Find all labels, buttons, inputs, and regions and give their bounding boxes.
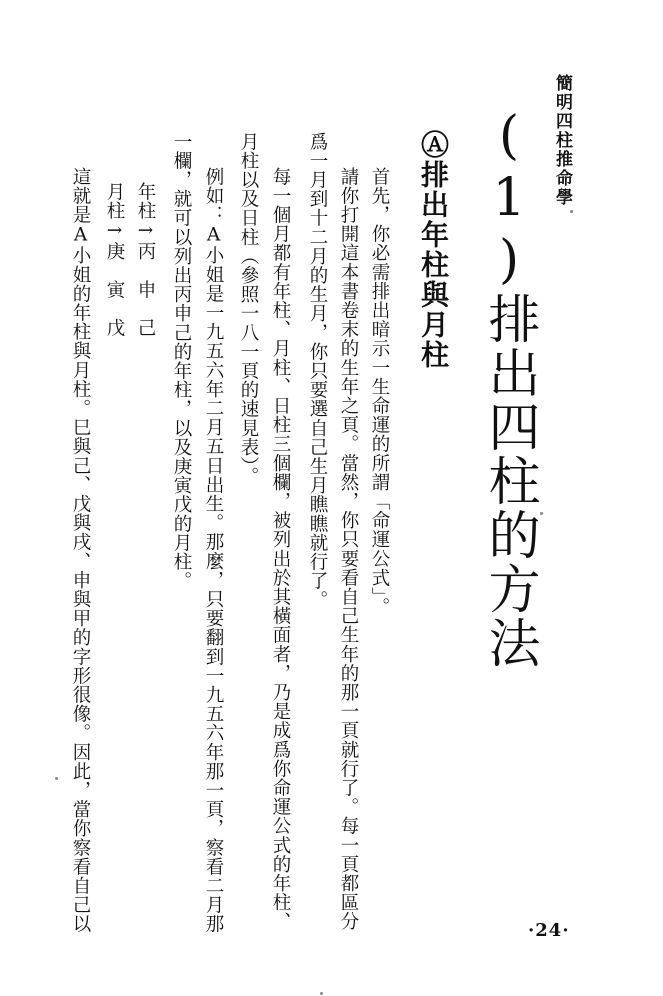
body-line-2: 請你打開這本書卷末的生年之頁。當然，你只要看自己生年的那一頁就行了。每一頁都區分 bbox=[338, 167, 359, 931]
section-title: (1)排出四柱的方法 bbox=[479, 106, 539, 670]
body-line-10: 這就是A小姐的年柱與月柱。巳與己、戊與戌、申與甲的字形很像。因此，當你察看自己以 bbox=[70, 167, 91, 934]
body-line-7: 一欄，就可以列出丙申己的年柱，以及庚寅戊的月柱。 bbox=[171, 132, 192, 591]
body-line-6: 例如：A小姐是一九五六年二月五日出生。那麼，只要翻到一九五六年那一頁，察看二月那 bbox=[203, 167, 224, 934]
speck bbox=[55, 777, 58, 780]
speck bbox=[540, 512, 543, 515]
running-header: 簡明四柱推命學 bbox=[552, 74, 572, 207]
subsection-title: Ⓐ排出年柱與月柱 bbox=[417, 130, 450, 370]
page-number: ·24· bbox=[528, 920, 570, 941]
body-line-3: 爲一月到十二月的生月，你只要選自己生月瞧瞧就行了。 bbox=[307, 132, 328, 610]
year-pillar-line: 年柱→丙 申 己 bbox=[135, 182, 156, 338]
speck bbox=[320, 992, 323, 995]
speck bbox=[570, 210, 573, 213]
body-line-5: 月柱以及日柱（參照一八一頁的速見表）。 bbox=[238, 132, 259, 486]
month-pillar-line: 月柱→庚 寅 戊 bbox=[104, 182, 125, 338]
body-line-4: 每一個月都有年柱、月柱、日柱三個欄，被列出於其橫面者，乃是成爲你命運公式的年柱、 bbox=[270, 167, 291, 931]
body-line-1: 首先，你必需排出暗示一生命運的所謂「命運公式」。 bbox=[369, 167, 390, 617]
